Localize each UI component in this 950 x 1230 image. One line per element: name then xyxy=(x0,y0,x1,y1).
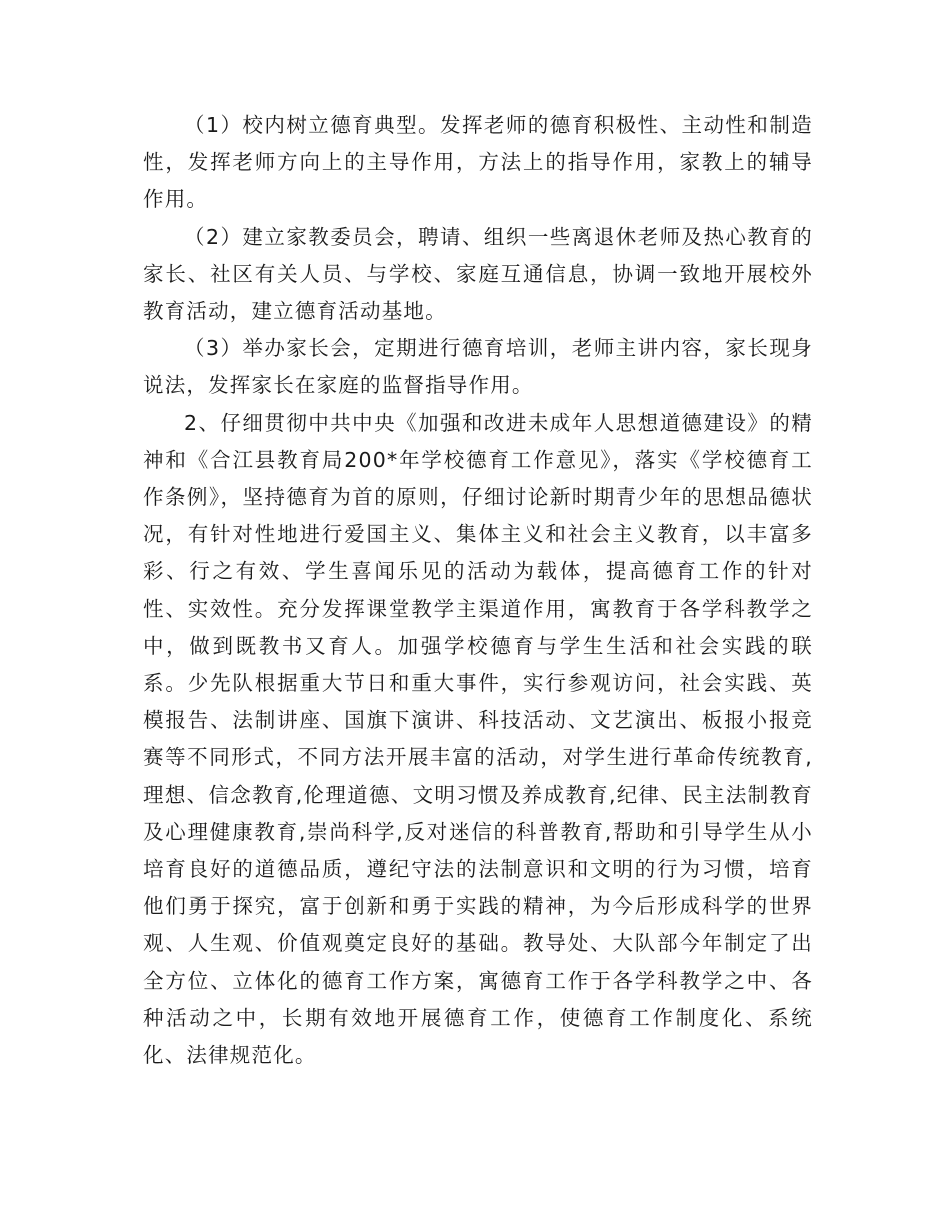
paragraph-4: 2、仔细贯彻中共中央《加强和改进未成年人思想道德建设》的精神和《合江县教育局200*年学校德育工作意见》，落实《学校德育工作条例》，坚持德育为首的原则，仔细讨论新时期青少年的思想品德状况，有针对性地进行爱国主义、集体主义和社会主义教育，以丰富多彩、行之有效、学生喜闻乐见的活动为载体，提高德育工作的针对性、实效性。充分发挥课堂教学主渠道作用，寓教育于各学科教学之中，做到既教书又育人。加强学校德育与学生生活和社会实践的联系。少先队根据重大节日和重大事件，实行参观访问，社会实践、英模报告、法制讲座、国旗下演讲、科技活动、文艺演出、板报小报竞赛等不同形式，不同方法开展丰富的活动，对学生进行革命传统教育,理想、信念教育,伦理道德、文明习惯及养成教育,纪律、民主法制教育及心理健康教育,崇尚科学,反对迷信的科普教育,帮助和引导学生从小培育良好的道德品质，遵纪守法的法制意识和文明的行为习惯，培育他们勇于探究，富于创新和勇于实践的精神，为今后形成科学的世界观、人生观、价值观奠定良好的基础。教导处、大队部今年制定了出全方位、立体化的德育工作方案，寓德育工作于各学科教学之中、各种活动之中，长期有效地开展德育工作，使德育工作制度化、系统化、法律规范化。 xyxy=(143,410,813,1068)
paragraph-3: （3）举办家长会，定期进行德育培训，老师主讲内容，家长现身说法，发挥家长在家庭的监督指导作用。 xyxy=(143,336,813,398)
document-body xyxy=(143,107,813,1074)
paragraph-2: （2）建立家教委员会，聘请、组织一些离退休老师及热心教育的家长、社区有关人员、与学校、家庭互通信息，协调一致地开展校外教育活动，建立德育活动基地。 xyxy=(143,224,813,324)
paragraph-1: （1）校内树立德育典型。发挥老师的德育积极性、主动性和制造性，发挥老师方向上的主导作用，方法上的指导作用，家教上的辅导作用。 xyxy=(143,113,813,212)
